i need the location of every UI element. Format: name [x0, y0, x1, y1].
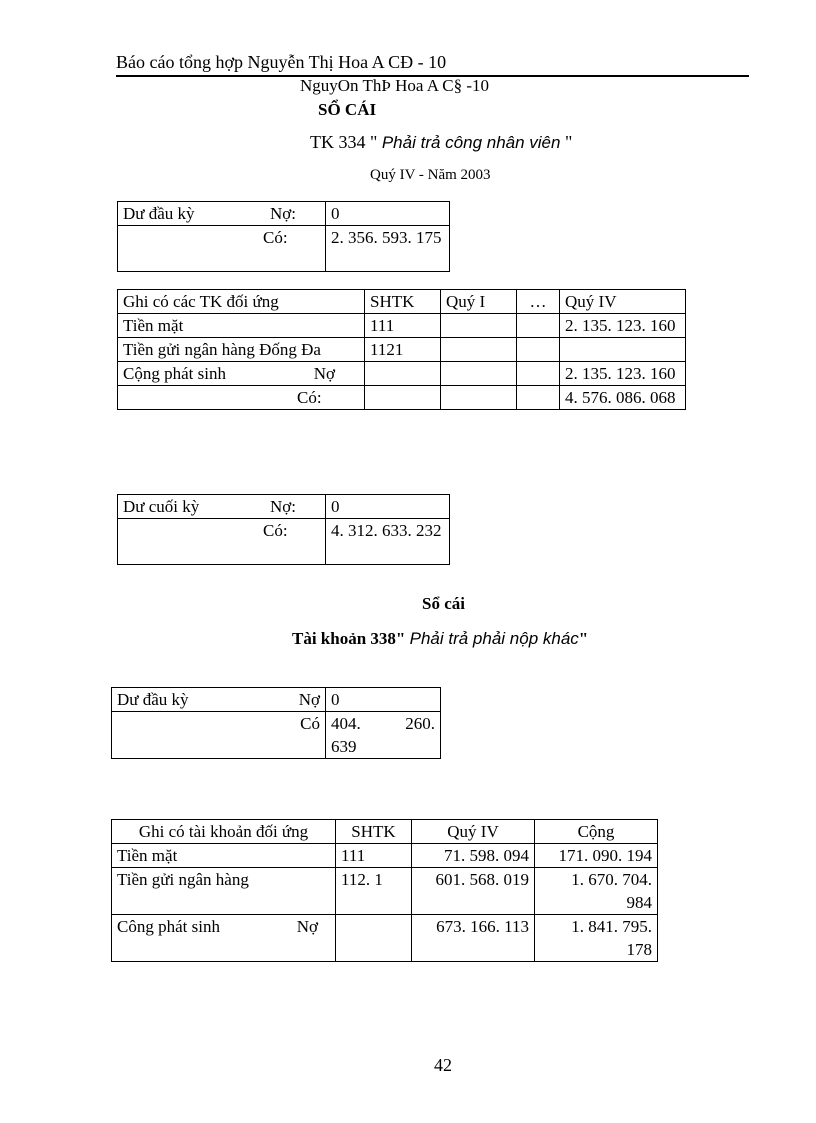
totals-debit-label: Nợ: [313, 364, 335, 383]
ledger1-account-prefix: TK 334 ": [310, 132, 378, 152]
totals-label-cell: [112, 915, 336, 962]
table-row: [112, 844, 658, 868]
totals-debit-q4: 2. 135. 123. 160: [560, 362, 686, 386]
etc-cell: [517, 314, 560, 338]
totals-debit-label: Nợ: [296, 917, 318, 936]
opening-label: Dư đầu kỳ: [123, 204, 195, 223]
q4-cell: 601. 568. 019: [412, 868, 535, 915]
totals-label: Công phát sinh: [117, 917, 220, 936]
shtk-cell: 1121: [365, 338, 441, 362]
account-name-cell: Tiền gửi ngân hàng: [112, 868, 336, 915]
shtk-cell: 111: [336, 844, 412, 868]
ledger1-account-suffix: ": [564, 132, 573, 152]
ledger1-closing-balance-table: [117, 494, 450, 565]
opening-credit-value: 2. 356. 593. 175: [326, 226, 450, 272]
q1-cell: [441, 338, 517, 362]
account-name-cell: Tiền mặt: [112, 844, 336, 868]
table-header-row: [118, 290, 686, 314]
q4-cell: 673. 166. 113: [412, 915, 535, 962]
running-header: Báo cáo tổng hợp Nguyễn Thị Hoa A CĐ - 10: [116, 52, 447, 72]
table-row: [112, 915, 658, 962]
table-row: [118, 386, 686, 410]
account-name-cell: Tiền mặt: [118, 314, 365, 338]
table-row: [118, 519, 450, 565]
shtk-cell: [365, 362, 441, 386]
closing-label-cell: [118, 495, 326, 519]
q4-cell: [560, 338, 686, 362]
table-row: [118, 226, 450, 272]
credit-label: Có: [300, 714, 320, 733]
ledger1-period: Quý IV - Năm 2003: [370, 167, 491, 183]
totals-credit-q4: 4. 576. 086. 068: [560, 386, 686, 410]
ledger2-account-name: Phải trả phải nộp khác: [409, 629, 579, 648]
shtk-cell: [336, 915, 412, 962]
totals-credit-label-cell: [118, 386, 365, 410]
closing-debit-value: 0: [326, 495, 450, 519]
column-header: Cộng: [535, 820, 658, 844]
opening-credit-value-cell: [326, 712, 441, 759]
q4-cell: 2. 135. 123. 160: [560, 314, 686, 338]
shtk-cell: [365, 386, 441, 410]
total-cell: 171. 090. 194: [535, 844, 658, 868]
total-part: 178: [626, 940, 652, 959]
q1-cell: [441, 386, 517, 410]
table-row: [118, 362, 686, 386]
ledger2-heading: Sổ cái: [422, 594, 465, 613]
total-part: 984: [626, 893, 652, 912]
opening-debit-value: 0: [326, 202, 450, 226]
opening-label: Dư đầu kỳ: [117, 690, 189, 709]
credit-label-cell: [112, 712, 326, 759]
ledger2-transactions-table: [111, 819, 658, 962]
column-header: …: [517, 290, 560, 314]
credit-value-part: 639: [331, 737, 357, 756]
table-row: [112, 712, 441, 759]
table-row: [118, 495, 450, 519]
totals-label: Cộng phát sinh: [123, 364, 226, 383]
total-cell: [535, 915, 658, 962]
q1-cell: [441, 314, 517, 338]
ledger2-account-title: [292, 629, 588, 649]
ledger1-opening-balance-table: [117, 201, 450, 272]
opening-label-cell: [118, 202, 326, 226]
garbled-header-line: NguyOn ThÞ Hoa A C§ -10: [300, 76, 490, 95]
total-part: 1. 670. 704.: [571, 870, 652, 889]
ledger1-account-name: Phải trả công nhân viên: [381, 133, 561, 152]
account-name-cell: Tiền gửi ngân hàng Đống Đa: [118, 338, 365, 362]
debit-label: Nợ: [298, 690, 320, 709]
credit-label: Có:: [263, 228, 288, 247]
shtk-cell: 111: [365, 314, 441, 338]
credit-label-cell: [118, 519, 326, 565]
column-header: SHTK: [336, 820, 412, 844]
page-number: 42: [434, 1055, 452, 1075]
column-header: Ghi có các TK đối ứng: [118, 290, 365, 314]
q4-cell: 71. 598. 094: [412, 844, 535, 868]
credit-value-part: 404.: [331, 714, 361, 733]
total-cell: [535, 868, 658, 915]
opening-debit-value: 0: [326, 688, 441, 712]
ledger2-opening-balance-table: [111, 687, 441, 759]
ledger2-account-prefix: Tài khoản 338": [292, 629, 406, 648]
q1-cell: [441, 362, 517, 386]
column-header: Quý IV: [560, 290, 686, 314]
table-row: [118, 314, 686, 338]
closing-label: Dư cuối kỳ: [123, 497, 200, 516]
column-header: SHTK: [365, 290, 441, 314]
etc-cell: [517, 338, 560, 362]
ledger2-account-suffix: ": [578, 629, 589, 648]
table-row: [118, 202, 450, 226]
table-row: [118, 338, 686, 362]
etc-cell: [517, 386, 560, 410]
credit-value-part: 260.: [405, 714, 435, 733]
debit-label: Nợ:: [270, 497, 296, 516]
shtk-cell: 112. 1: [336, 868, 412, 915]
column-header: Quý I: [441, 290, 517, 314]
totals-label-cell: [118, 362, 365, 386]
credit-label-cell: [118, 226, 326, 272]
table-header-row: [112, 820, 658, 844]
etc-cell: [517, 362, 560, 386]
opening-label-cell: [112, 688, 326, 712]
table-row: [112, 868, 658, 915]
table-row: [112, 688, 441, 712]
credit-label: Có:: [263, 521, 288, 540]
totals-credit-label: Có:: [297, 388, 322, 407]
debit-label: Nợ:: [270, 204, 296, 223]
closing-credit-value: 4. 312. 633. 232: [326, 519, 450, 565]
ledger1-heading: SỔ CÁI: [318, 100, 377, 119]
column-header: Quý IV: [412, 820, 535, 844]
ledger1-account-title: [310, 132, 572, 153]
column-header: Ghi có tài khoản đối ứng: [112, 820, 336, 844]
total-part: 1. 841. 795.: [571, 917, 652, 936]
ledger1-transactions-table: [117, 289, 686, 410]
